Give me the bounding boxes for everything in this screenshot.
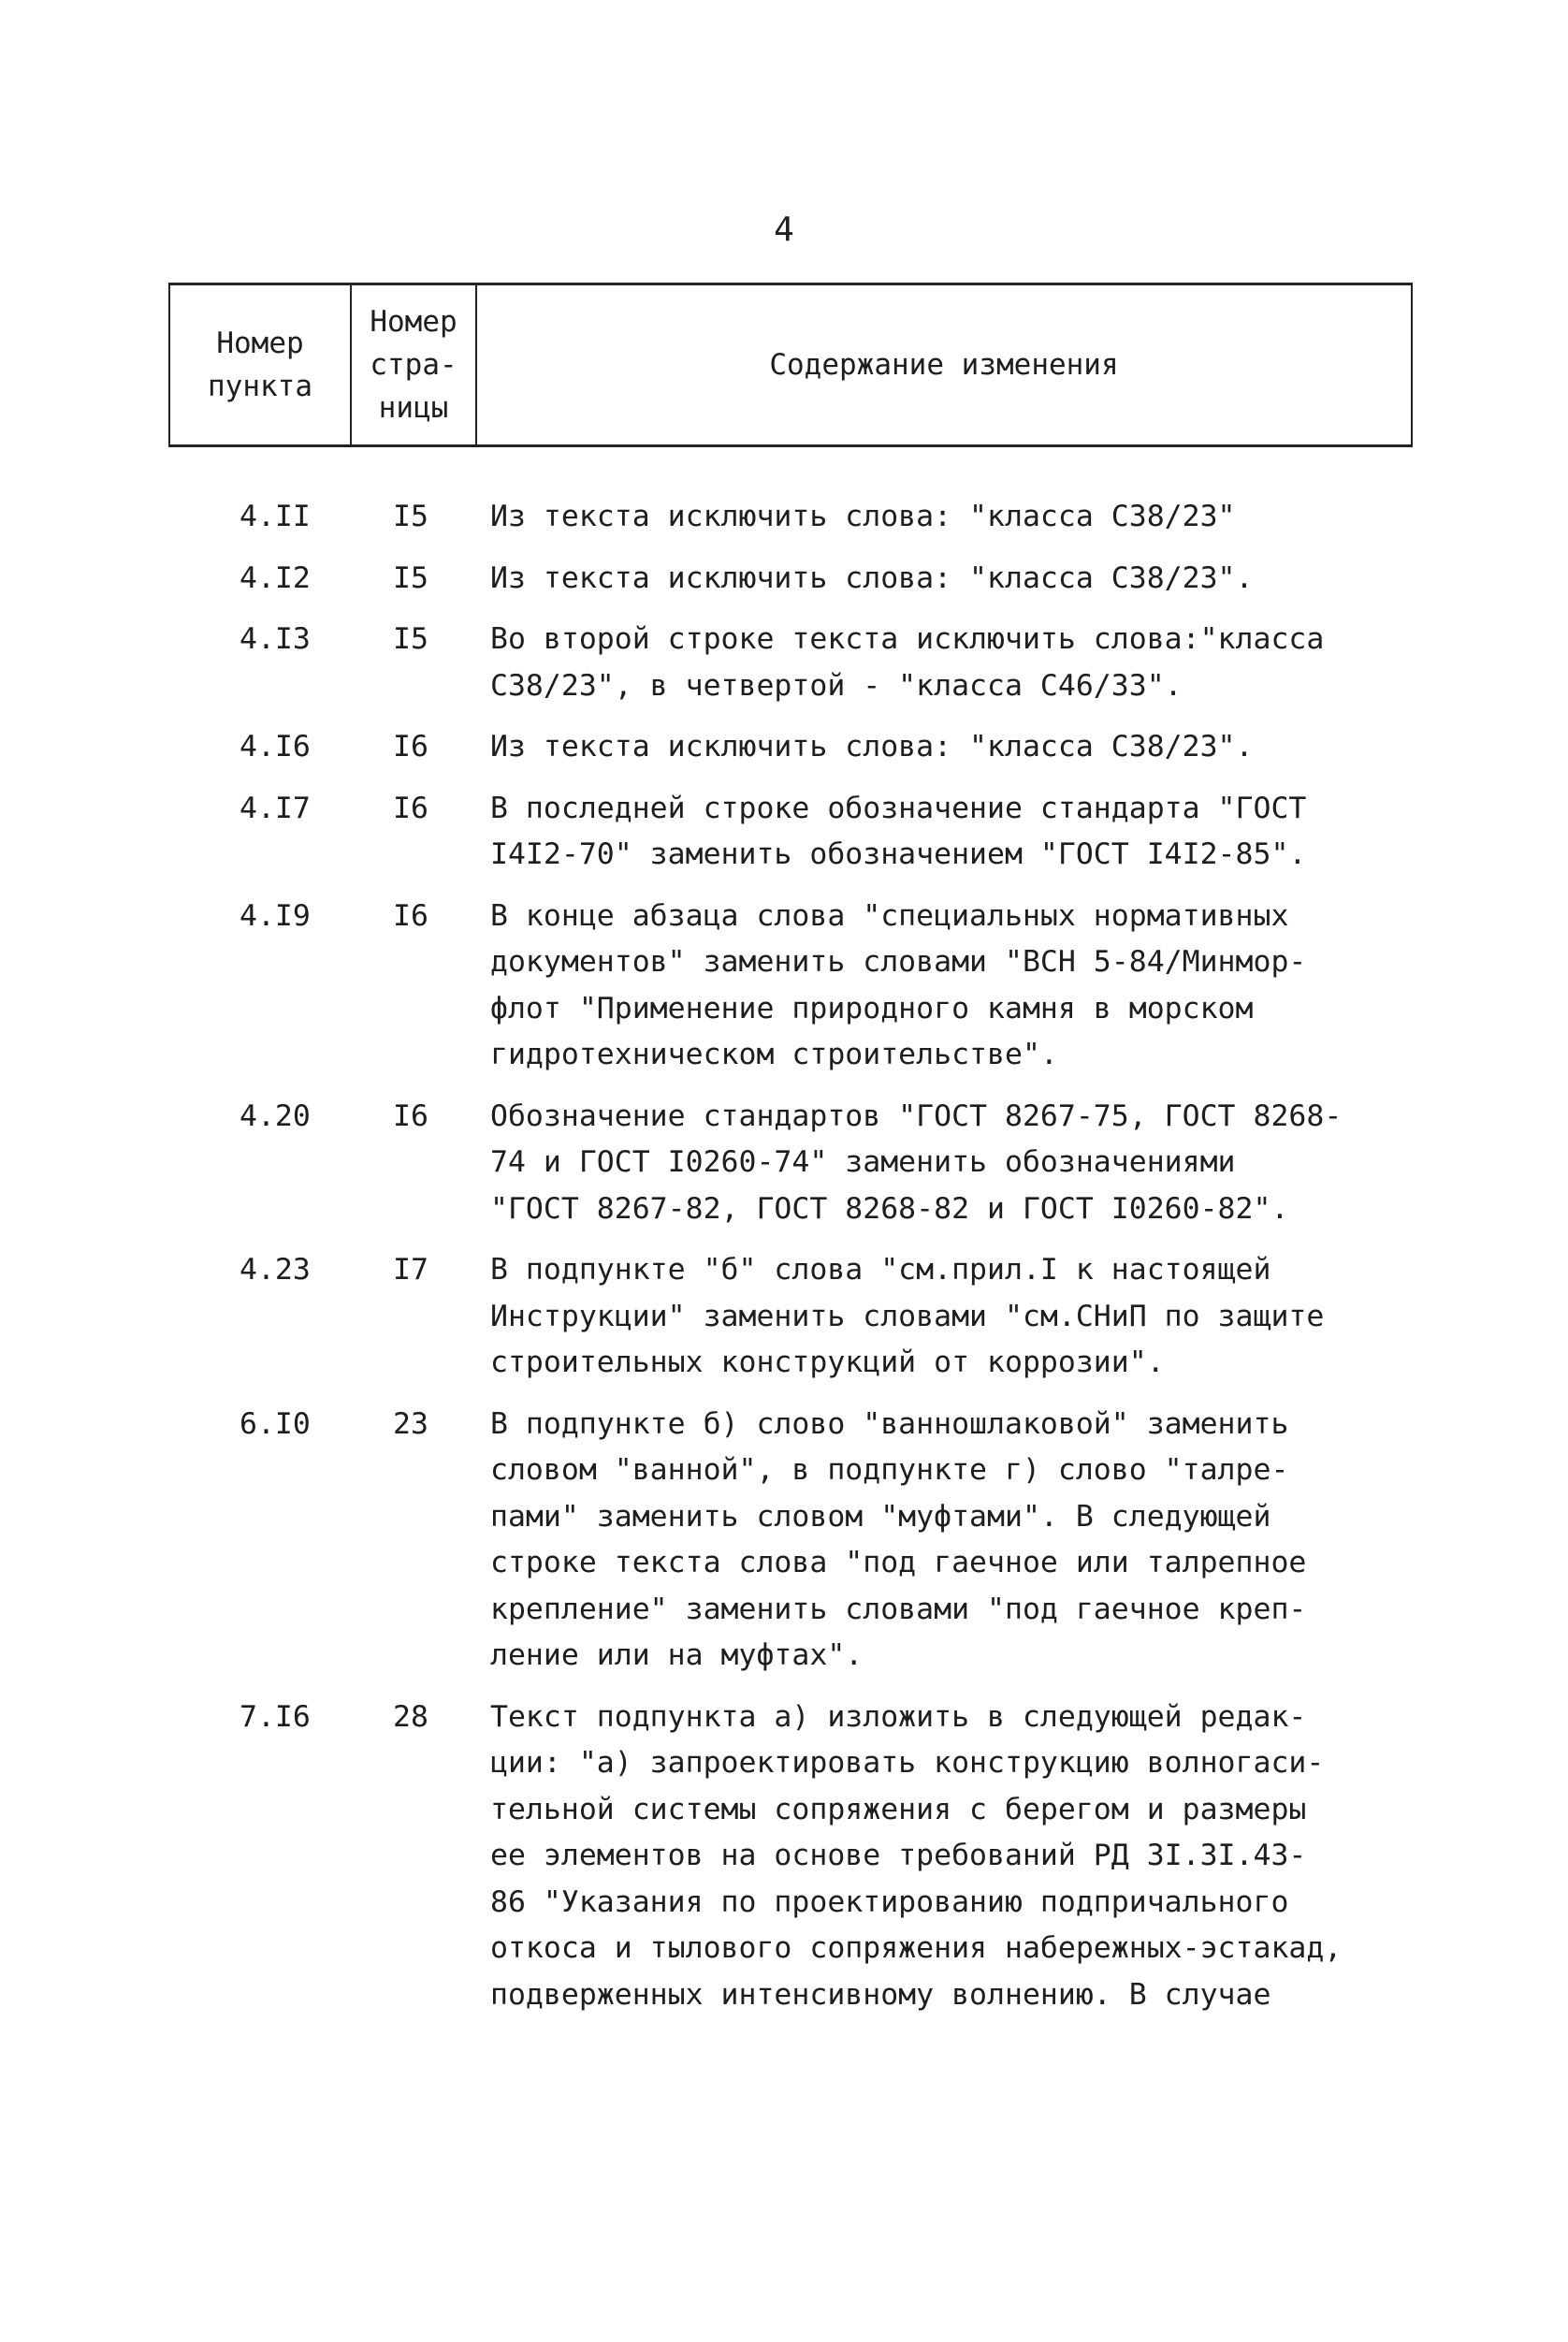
change-text <box>490 1402 1426 1680</box>
text-line: 74 и ГОСТ I0260-74" заменить обозначениями <box>490 1145 1236 1179</box>
text-line: ление или на муфтах". <box>490 1638 864 1672</box>
page-ref: I5 <box>393 500 428 533</box>
page-ref: I7 <box>393 1253 428 1287</box>
item-number: 4.23 <box>240 1253 311 1287</box>
item-number: 7.I6 <box>240 1699 311 1734</box>
text-line: словом "ванной", в подпункте г) слово "талре- <box>490 1453 1289 1487</box>
header-page-number: Номер стра- ницы <box>350 285 477 444</box>
page-ref: 28 <box>393 1699 428 1734</box>
item-number: 4.I9 <box>240 898 311 933</box>
change-text <box>490 724 1426 771</box>
table-row <box>0 1247 1568 1387</box>
table-body <box>0 494 1568 2033</box>
page-ref: I6 <box>393 791 428 825</box>
text-line: Из текста исключить слова: "класса С38/23" <box>490 500 1236 533</box>
text-line: 86 "Указания по проектированию подпричального <box>490 1884 1289 1919</box>
text-line: тельной системы сопряжения с берегом и размеры <box>490 1792 1307 1826</box>
text-line: Из текста исключить слова: "класса С38/23". <box>490 730 1254 764</box>
page-ref: I6 <box>393 730 428 764</box>
item-number: 4.II <box>240 500 311 533</box>
item-number: 4.20 <box>240 1098 311 1133</box>
page-ref: I5 <box>393 622 428 656</box>
change-text <box>490 1695 1426 2019</box>
page-ref: 23 <box>393 1406 428 1441</box>
text-line: Обозначение стандартов "ГОСТ 8267-75, ГОСТ 8268- <box>490 1098 1343 1133</box>
text-line: документов" заменить словами "ВСН 5-84/Минмор- <box>490 945 1307 979</box>
text-line: С38/23", в четвертой - "класса С46/33". <box>490 668 1183 703</box>
text-line: ции: "а) запроектировать конструкцию волногаси- <box>490 1746 1325 1780</box>
text-line: "ГОСТ 8267-82, ГОСТ 8268-82 и ГОСТ I0260-82". <box>490 1191 1289 1226</box>
change-text <box>490 1247 1426 1387</box>
text-line: подверженных интенсивному волнению. В случае <box>490 1977 1271 2012</box>
text-line: строительных конструкций от коррозии". <box>490 1346 1165 1379</box>
change-text <box>490 1094 1426 1233</box>
text-line: строке текста слова "под гаечное или талрепное <box>490 1546 1307 1579</box>
text-line: пами" заменить словом "муфтами". В следующей <box>490 1499 1271 1534</box>
change-text <box>490 894 1426 1079</box>
text-line: флот "Применение природного камня в морском <box>490 991 1254 1026</box>
text-line: Инструкции" заменить словами "см.СНиП по защите <box>490 1299 1325 1333</box>
text-line: Из текста исключить слова: "класса С38/23". <box>490 560 1254 595</box>
text-line: В подпункте б) слово "ванношлаковой" заменить <box>490 1406 1289 1441</box>
text-line: В последней строке обозначение стандарта "ГОСТ <box>490 791 1307 825</box>
table-row <box>0 494 1568 541</box>
item-number: 4.I7 <box>240 791 311 825</box>
change-text <box>490 556 1426 603</box>
text-line: Во второй строке текста исключить слова:"класса <box>490 622 1325 656</box>
item-number: 4.I2 <box>240 560 311 595</box>
item-number: 4.I6 <box>240 730 311 764</box>
text-line: откоса и тылового сопряжения набережных-эстакад, <box>490 1931 1343 1965</box>
table-header <box>168 283 1413 447</box>
table-row <box>0 556 1568 603</box>
text-line: гидротехническом строительстве". <box>490 1038 1058 1071</box>
text-line: Текст подпункта а) изложить в следующей редак- <box>490 1699 1307 1734</box>
table-row <box>0 786 1568 879</box>
table-row <box>0 724 1568 771</box>
item-number: 6.I0 <box>240 1406 311 1441</box>
header-change-content: Содержание изменения <box>769 348 1119 382</box>
page-ref: I6 <box>393 898 428 933</box>
table-row <box>0 1094 1568 1233</box>
table-row <box>0 894 1568 1079</box>
table-row <box>0 617 1568 709</box>
page-ref: I5 <box>393 560 428 595</box>
text-line: крепление" заменить словами "под гаечное креп- <box>490 1592 1307 1626</box>
page-number: 4 <box>774 211 794 249</box>
change-text <box>490 786 1426 879</box>
text-line: В конце абзаца слова "специальных нормативных <box>490 898 1289 933</box>
change-text <box>490 494 1426 541</box>
text-line: В подпункте "б" слова "см.прил.I к настоящей <box>490 1253 1271 1287</box>
table-row <box>0 1402 1568 1680</box>
change-text <box>490 617 1426 709</box>
text-line: ее элементов на основе требований РД 3I.3I.43- <box>490 1839 1307 1872</box>
page-ref: I6 <box>393 1098 428 1133</box>
item-number: 4.I3 <box>240 622 311 656</box>
table-row <box>0 1695 1568 2019</box>
header-item-number: Номер пункта <box>208 327 312 403</box>
text-line: I4I2-70" заменить обозначением "ГОСТ I4I2-85". <box>490 837 1307 871</box>
